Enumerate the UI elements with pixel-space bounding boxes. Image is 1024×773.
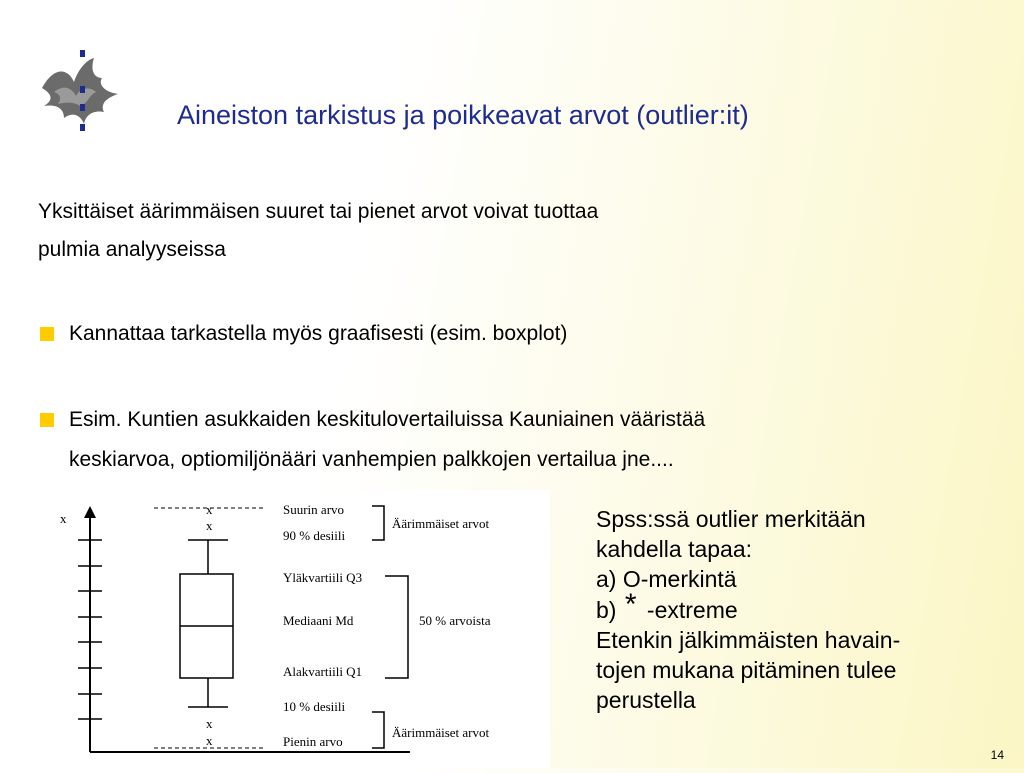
side-note-prefix: b) [596, 597, 617, 623]
middle-bracket [385, 576, 408, 678]
bracket-bottom-label: Äärimmäiset arvot [392, 725, 490, 740]
outlier-mark: x [206, 733, 213, 748]
side-note-line: tojen mukana pitäminen tulee [596, 657, 897, 683]
side-note [596, 504, 900, 715]
side-note-line: Spss:ssä outlier merkitään [596, 506, 866, 532]
intro-line: Yksittäiset äärimmäisen suuret tai pienet arvot voivat tuottaa [38, 200, 599, 223]
side-note-suffix: -extreme [646, 597, 738, 623]
label-q3: Yläkvartiili Q3 [283, 570, 363, 585]
side-note-line [596, 588, 900, 625]
label-median: Mediaani Md [283, 613, 354, 628]
label-max: Suurin arvo [283, 502, 345, 517]
bracket-middle-label: 50 % arvoista [419, 613, 491, 628]
intro-line: pulmia analyyseissa [38, 238, 226, 261]
bullet-item [40, 400, 1000, 480]
bullet-square-icon [40, 327, 54, 341]
bullet-text: Esim. Kuntien asukkaiden keskitulovertailuissa Kauniainen vääristää [69, 408, 706, 431]
slide-title: Aineiston tarkistus ja poikkeavat arvot (outlier:it) [177, 100, 749, 130]
bullet-text: keskiarvoa, optiomiljönääri vanhempien palkkojen vertailua jne.... [69, 448, 674, 471]
outlier-mark: x [206, 716, 213, 731]
boxplot-diagram [50, 490, 550, 768]
bullet-item [40, 314, 567, 354]
label-p10: 10 % desiili [283, 699, 346, 714]
university-flame-logo-icon [34, 48, 126, 138]
side-note-line: Etenkin jälkimmäisten havain- [596, 627, 901, 653]
label-min: Pienin arvo [283, 734, 343, 749]
label-q1: Alakvartiili Q1 [283, 664, 363, 679]
asterisk-symbol: * [624, 588, 637, 621]
intro-text [38, 193, 598, 269]
bottom-bracket [372, 712, 384, 748]
side-note-line: a) O-merkintä [596, 566, 737, 592]
side-note-line: perustella [596, 687, 696, 713]
outlier-mark: x [206, 502, 213, 517]
axis-label: x [60, 511, 67, 526]
bullet-square-icon [40, 413, 54, 427]
label-p90: 90 % desiili [283, 528, 346, 543]
axis-arrow [84, 506, 96, 518]
top-bracket [372, 506, 384, 540]
side-note-line: kahdella tapaa: [596, 536, 753, 562]
bracket-top-label: Äärimmäiset arvot [392, 516, 490, 531]
outlier-mark: x [206, 518, 213, 533]
page-number: 14 [990, 748, 1004, 762]
bullet-text: Kannattaa tarkastella myös graafisesti (esim. boxplot) [69, 322, 568, 345]
